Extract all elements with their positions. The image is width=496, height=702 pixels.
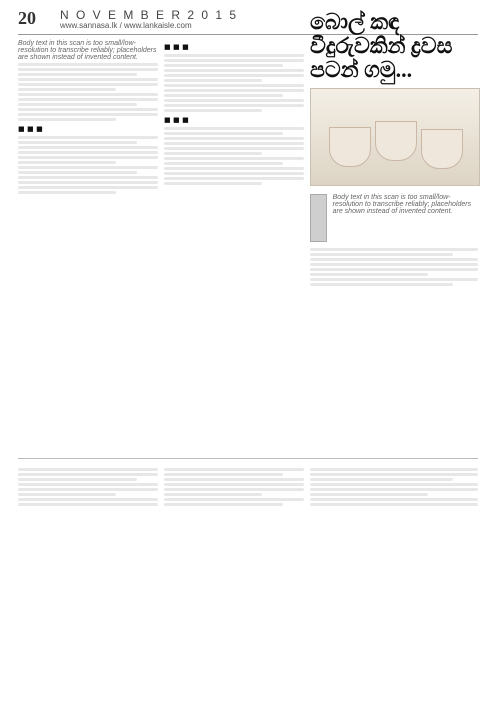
cup-icon (421, 129, 463, 169)
left-column (18, 40, 158, 199)
mid-text-lines (164, 54, 304, 112)
cup-icon (375, 121, 417, 161)
page-number: 20 (18, 8, 36, 28)
mid-subhead-placeholder: ■ ■ ■ (164, 43, 189, 51)
issue-date: N O V E M B E R 2 0 1 5 (60, 8, 239, 22)
bottom-left-text (18, 466, 158, 508)
headline: බොල් කඳ වීදුරුවකින් ද්‍රවස පටන් ගමු... (310, 9, 453, 82)
bottom-mid-text (164, 466, 304, 508)
left-text-lines-2 (18, 136, 158, 194)
left-text-lines (18, 63, 158, 121)
cup-icon (329, 127, 371, 167)
cups-photo (310, 88, 480, 186)
author-avatar (310, 194, 327, 242)
left-column-placeholder: Body text in this scan is too small/low-resolution to transcribe reliably; placeholders are shown instead of invented content. (18, 40, 157, 61)
mid-text-lines-2 (164, 127, 304, 185)
author-placeholder: Body text in this scan is too small/low-resolution to transcribe reliably; placeholders are shown instead of invented content. (332, 194, 472, 215)
left-subhead-placeholder: ■ ■ ■ (18, 125, 43, 133)
bottom-divider (18, 458, 478, 459)
author-block (310, 194, 478, 242)
mid-subhead-placeholder-2: ■ ■ ■ (164, 116, 189, 124)
right-column (310, 10, 478, 291)
right-text-lines (310, 248, 478, 286)
middle-column (164, 40, 304, 190)
bottom-right-text (310, 466, 478, 508)
site-url: www.sannasa.lk / www.lankaisle.com (60, 21, 192, 30)
